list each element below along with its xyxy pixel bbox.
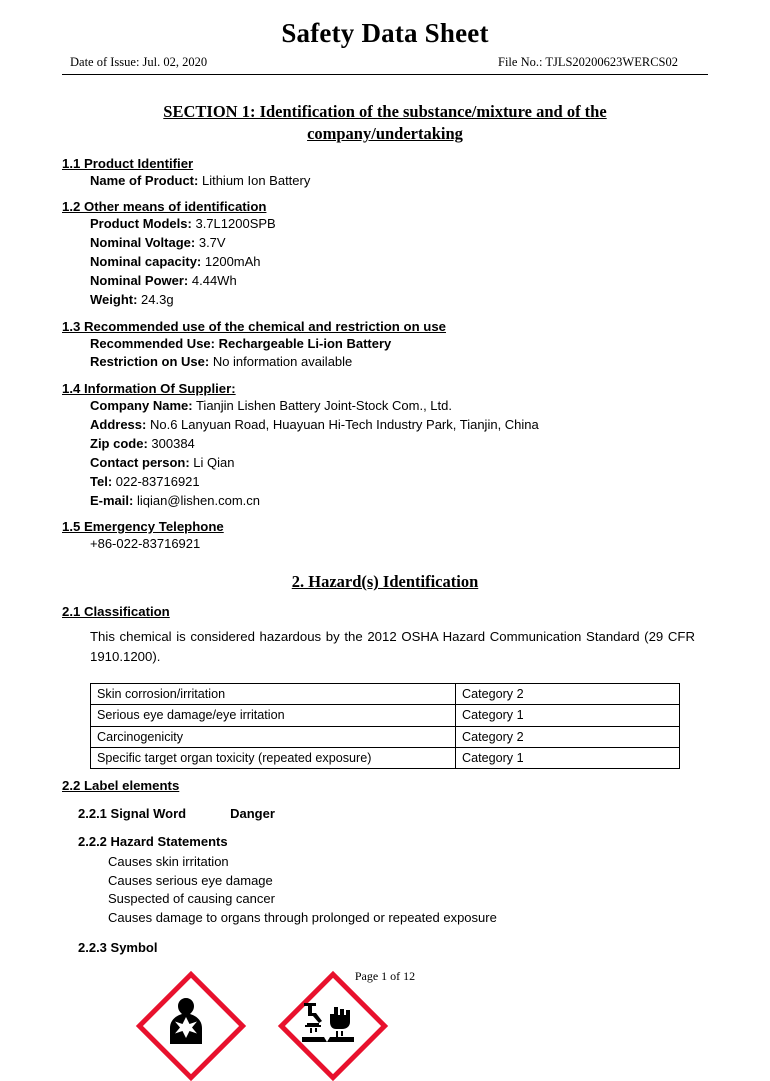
list-item <box>90 353 708 372</box>
list-item: Causes serious eye damage <box>108 872 273 888</box>
product-name-value: Lithium Ion Battery <box>201 172 311 188</box>
category-cell: Category 2 <box>456 726 680 747</box>
row-label: Tel: <box>90 473 113 489</box>
list-item <box>90 234 708 253</box>
list-item: Causes damage to organs through prolonged or repeated exposure <box>108 909 497 925</box>
email-value: liqian@lishen.com.cn <box>136 492 260 508</box>
row-label: Weight: <box>90 291 138 307</box>
signal-word-row <box>78 806 708 821</box>
hazard-cell: Skin corrosion/irritation <box>91 683 456 704</box>
ghs05-corrosion-icon <box>280 973 376 1069</box>
list-item: Suspected of causing cancer <box>108 891 275 907</box>
row-value: 4.44Wh <box>191 272 237 288</box>
row-value: No.6 Lanyuan Road, Huayuan Hi-Tech Industry Park, Tianjin, China <box>149 417 539 433</box>
list-item <box>90 454 708 473</box>
hazard-statements-list <box>108 853 708 927</box>
row-label: E-mail: <box>90 492 134 508</box>
section-1-heading <box>101 101 669 146</box>
list-item <box>90 335 708 354</box>
row-label: Nominal Voltage: <box>90 235 196 251</box>
document-header-meta <box>62 55 708 75</box>
category-cell: Category 2 <box>456 683 680 704</box>
list-item <box>90 215 708 234</box>
list-item <box>90 253 708 272</box>
product-name-row <box>90 172 708 191</box>
list-item <box>90 272 708 291</box>
emergency-telephone-value: +86-022-83716921 <box>90 536 201 552</box>
list-item <box>90 473 708 492</box>
heading-2-1: 2.1 Classification <box>62 604 170 620</box>
document-title: Safety Data Sheet <box>281 18 489 48</box>
row-value: Li Qian <box>193 454 235 470</box>
heading-1-2: 1.2 Other means of identification <box>62 199 267 215</box>
row-value: No information available <box>212 354 353 370</box>
row-value: Tianjin Lishen Battery Joint-Stock Com., Ltd. <box>195 398 452 414</box>
date-of-issue: Date of Issue: Jul. 02, 2020 <box>70 55 208 69</box>
list-item <box>90 416 708 435</box>
list-item <box>90 492 708 511</box>
heading-2-2-2: 2.2.2 Hazard Statements <box>78 834 228 850</box>
recommended-use-list <box>90 335 708 373</box>
row-label: Company Name: <box>90 398 193 414</box>
classification-paragraph: This chemical is considered hazardous by the 2012 OSHA Hazard Communication Standard (29 CFR 1910.1200). <box>90 629 695 664</box>
file-number: File No.: TJLS20200623WERCS02 <box>498 55 678 69</box>
hazard-classification-table <box>90 683 680 769</box>
row-label: Address: <box>90 417 147 433</box>
hazard-cell: Serious eye damage/eye irritation <box>91 705 456 726</box>
section-2-heading <box>62 572 708 592</box>
pictogram-group <box>138 973 708 1069</box>
row-value: 300384 <box>151 435 195 451</box>
row-label: Product Models: <box>90 216 192 232</box>
category-cell: Category 1 <box>456 705 680 726</box>
heading-1-4: 1.4 Information Of Supplier: <box>62 381 236 397</box>
page-footer: Page 1 of 12 <box>354 969 416 983</box>
row-label: Nominal capacity: <box>90 254 202 270</box>
table-row <box>91 683 680 704</box>
heading-1-3: 1.3 Recommended use of the chemical and restriction on use <box>62 318 447 334</box>
row-label: Contact person: <box>90 454 190 470</box>
heading-2-2-1: 2.2.1 Signal Word <box>78 806 187 822</box>
section-1-heading-line2: company/undertaking <box>307 124 463 144</box>
row-value: 022-83716921 <box>115 473 200 489</box>
category-cell: Category 1 <box>456 747 680 768</box>
section-2-heading-text: 2. Hazard(s) Identification <box>291 572 479 592</box>
row-label: Zip code: <box>90 435 148 451</box>
row-label: Restriction on Use: <box>90 354 210 370</box>
heading-1-5: 1.5 Emergency Telephone <box>62 519 224 535</box>
ghs08-health-hazard-icon <box>138 973 234 1069</box>
signal-word-value: Danger <box>230 806 275 822</box>
row-value: 3.7V <box>198 235 226 251</box>
other-identification-list <box>90 215 708 309</box>
row-value: 1200mAh <box>204 254 261 270</box>
row-label: Nominal Power: <box>90 272 189 288</box>
row-value: 24.3g <box>141 291 174 307</box>
table-row <box>91 747 680 768</box>
list-item <box>90 291 708 310</box>
hazard-cell: Carcinogenicity <box>91 726 456 747</box>
table-row <box>91 726 680 747</box>
list-item <box>90 435 708 454</box>
list-item <box>90 397 708 416</box>
supplier-info-list <box>90 397 708 510</box>
heading-1-1: 1.1 Product Identifier <box>62 155 194 171</box>
heading-2-2: 2.2 Label elements <box>62 778 180 794</box>
list-item: Causes skin irritation <box>108 854 229 870</box>
row-label: Recommended Use: Rechargeable Li-ion Battery <box>90 335 392 351</box>
hazard-cell: Specific target organ toxicity (repeated exposure) <box>91 747 456 768</box>
heading-2-2-3: 2.2.3 Symbol <box>78 940 158 956</box>
section-1-heading-line1: SECTION 1: Identification of the substance/mixture and of the <box>163 102 607 121</box>
row-value: 3.7L1200SPB <box>195 216 276 232</box>
table-row <box>91 705 680 726</box>
product-name-label: Name of Product: <box>90 172 199 188</box>
